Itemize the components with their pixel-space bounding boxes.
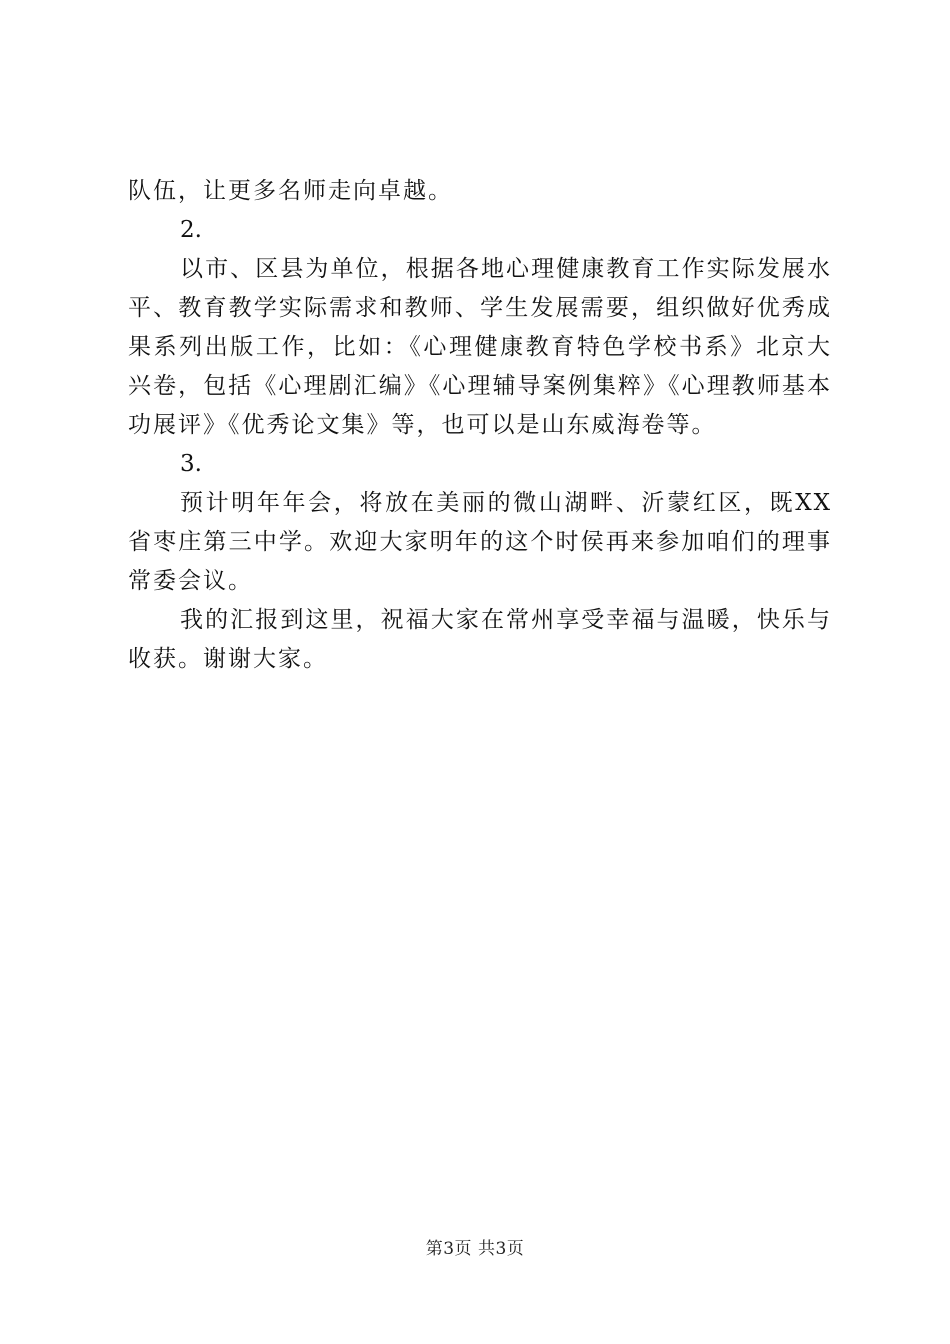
document-body	[128, 172, 832, 679]
paragraph-continuation: 队伍，让更多名师走向卓越。	[128, 178, 453, 204]
list-number-2: 2.	[180, 217, 202, 243]
list-number-3: 3.	[180, 451, 202, 477]
paragraph-next-annual-meeting: 预计明年年会，将放在美丽的微山湖畔、沂蒙红区，既XX省枣庄第三中学。欢迎大家明年的这个时侯再来参加咱们的理事常委会议。	[128, 490, 832, 594]
paragraph-publication-work: 以市、区县为单位，根据各地心理健康教育工作实际发展水平、教育教学实际需求和教师、学生发展需要，组织做好优秀成果系列出版工作，比如：《心理健康教育特色学校书系》北京大兴卷，包括《心理剧汇编》《心理辅导案例集粹》《心理教师基本功展评》《优秀论文集》等，也可以是山东威海卷等。	[128, 256, 832, 438]
page-footer: 第3页 共3页	[425, 1239, 525, 1259]
paragraph-closing-remarks: 我的汇报到这里，祝福大家在常州享受幸福与温暖，快乐与收获。谢谢大家。	[128, 607, 832, 672]
